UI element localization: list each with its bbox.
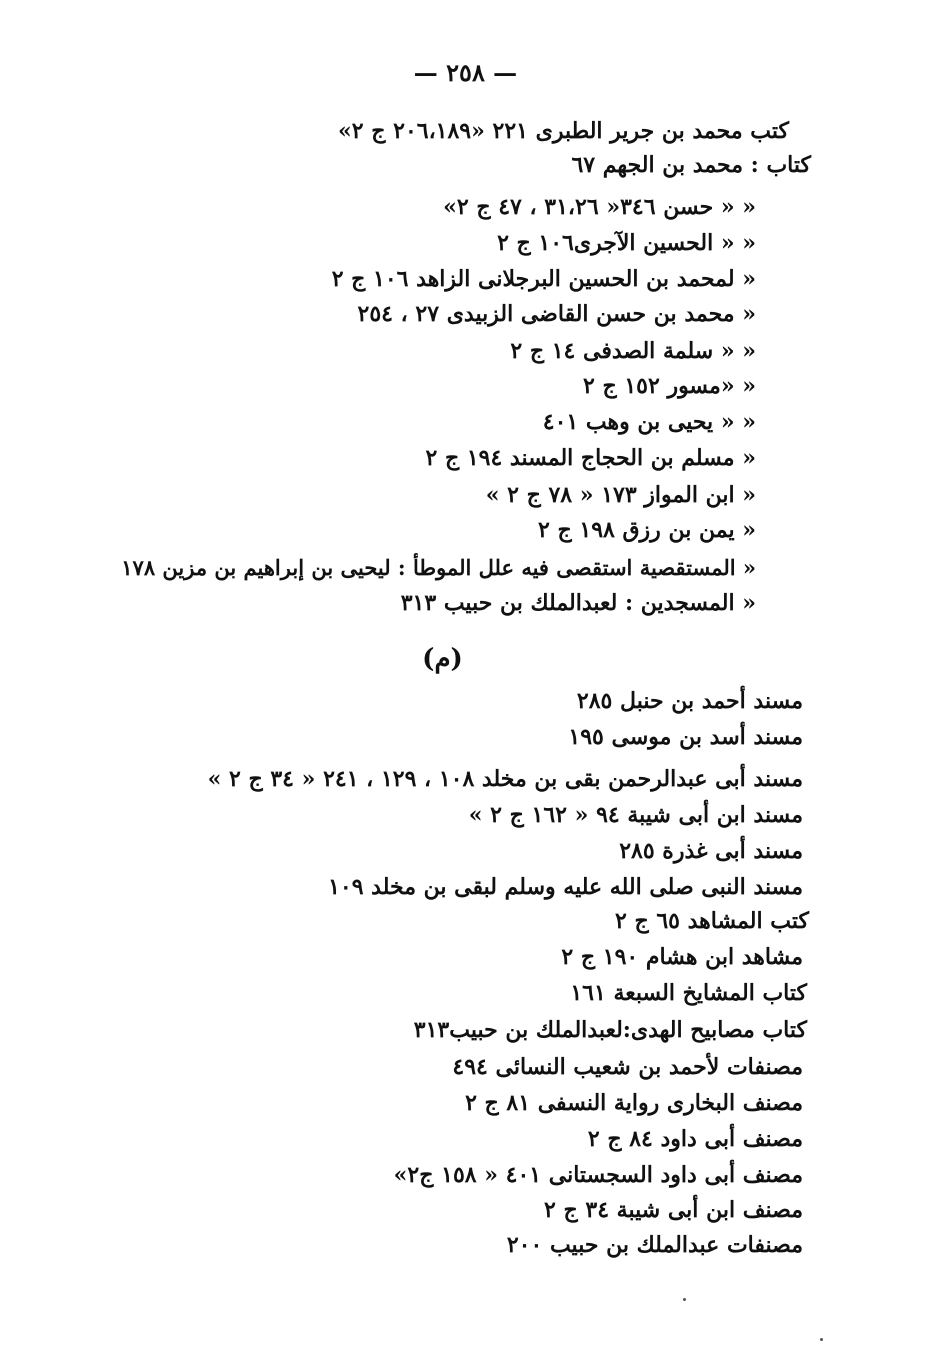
index-entry: « ابن المواز ١٧٣ « ٧٨ ج ٢ » <box>485 482 756 508</box>
index-entry: مسند ابن أبى شيبة ٩٤ « ١٦٢ ج ٢ » <box>468 802 803 828</box>
index-entry: مصنف البخارى رواية النسفى ٨١ ج ٢ <box>465 1090 803 1116</box>
index-entry: مسند أسد بن موسى ١٩٥ <box>568 724 803 750</box>
index-entry: كتاب مصابيح الهدى:لعبدالملك بن حبيب٣١٣ <box>413 1017 807 1043</box>
index-entry: مصنف أبى داود ٨٤ ج ٢ <box>587 1126 803 1152</box>
scan-speck <box>820 1338 823 1341</box>
index-entry: كتب محمد بن جرير الطبرى ٢٢١ «٢٠٦،١٨٩ ج ٢» <box>338 118 789 144</box>
index-entry: « المستقصية استقصى فيه علل الموطأ : ليحيى بن إبراهيم بن مزين ١٧٨ <box>121 555 756 580</box>
index-entry: مسند أحمد بن حنبل ٢٨٥ <box>576 688 803 714</box>
scan-speck <box>683 1298 686 1301</box>
index-entry: مسند النبى صلى الله عليه وسلم لبقى بن مخلد ١٠٩ <box>328 874 803 900</box>
index-entry: مصنفات لأحمد بن شعيب النسائى ٤٩٤ <box>452 1054 803 1080</box>
index-entry: مصنفات عبدالملك بن حبيب ٢٠٠ <box>506 1232 803 1258</box>
index-entry: مصنف ابن أبى شيبة ٣٤ ج ٢ <box>544 1197 803 1223</box>
index-entry: « « حسن ٣٤٦« ٣١،٢٦ ، ٤٧ ج ٢» <box>443 194 756 220</box>
index-entry: « مسلم بن الحجاج المسند ١٩٤ ج ٢ <box>425 445 756 471</box>
index-entry: مشاهد ابن هشام ١٩٠ ج ٢ <box>561 944 803 970</box>
index-entry: « « يحيى بن وهب ٤٠١ <box>542 409 756 435</box>
index-entry: مسند أبى عبدالرحمن بقى بن مخلد ١٠٨ ، ١٢٩ ، ٢٤١ « ٣٤ ج ٢ » <box>207 766 803 792</box>
index-entry: « « سلمة الصدفى ١٤ ج ٢ <box>510 338 756 364</box>
page-number: — ٢٥٨ — <box>413 58 518 87</box>
index-entry: كتاب : محمد بن الجهم ٦٧ <box>571 152 811 178</box>
index-entry: « لمحمد بن الحسين البرجلانى الزاهد ١٠٦ ج ٢ <box>331 266 756 292</box>
index-entry: « يمن بن رزق ١٩٨ ج ٢ <box>538 517 756 543</box>
index-entry: مسند أبى غذرة ٢٨٥ <box>619 838 803 864</box>
index-entry: « «مسور ١٥٢ ج ٢ <box>582 373 756 399</box>
index-entry: مصنف أبى داود السجستانى ٤٠١ « ١٥٨ ج٢» <box>393 1162 803 1188</box>
letter-heading: (م) <box>422 644 463 674</box>
index-entry: كتاب المشايخ السبعة ١٦١ <box>570 980 807 1006</box>
index-entry: كتب المشاهد ٦٥ ج ٢ <box>614 908 809 934</box>
index-entry: « « الحسين الآجرى١٠٦ ج ٢ <box>497 230 756 256</box>
index-entry: « محمد بن حسن القاضى الزبيدى ٢٧ ، ٢٥٤ <box>357 301 756 327</box>
index-entry: « المسجدين : لعبدالملك بن حبيب ٣١٣ <box>400 590 756 616</box>
